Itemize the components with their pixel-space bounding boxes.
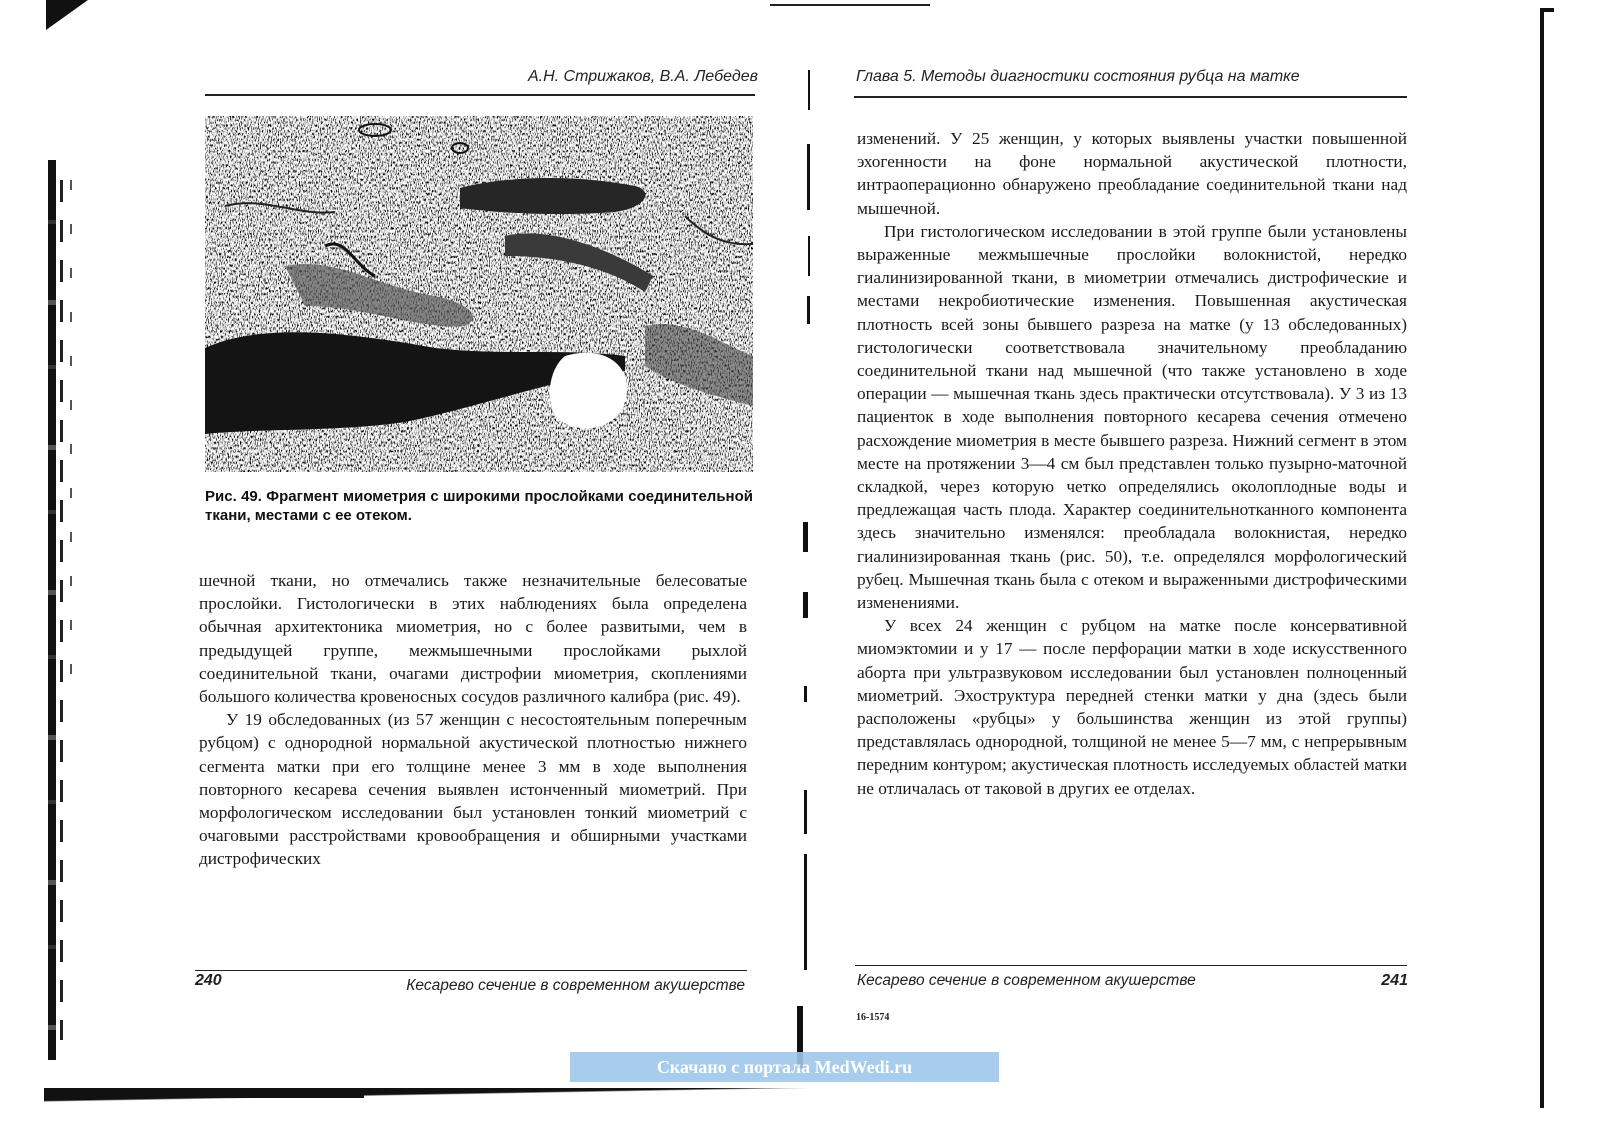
header-rule-left: [205, 94, 755, 96]
watermark-banner: Скачано с портала MedWedi.ru: [570, 1052, 999, 1082]
running-head-left: А.Н. Стрижаков, В.А. Лебедев: [527, 68, 758, 85]
paragraph: У всех 24 женщин с рубцом на матке после консервативной миомэктомии и у 17 — после перфорации матки в ходе искусственного аборта при ультразвуковом исследовании был установлен полноценный миометрий. Эхоструктура передней стенки матки у дна (здесь были расположены «рубцы» у большинства женщин из этой группы) представлялась однородной, толщиной не менее 5—7 мм, с непрерывным передним контуром; акустическая плотность исследуемых областей матки не отличалась от таковой в других ее отделах.: [857, 616, 1407, 798]
left-text-column: [199, 569, 747, 871]
gutter-mark: [804, 854, 807, 970]
page-number-left: 240: [195, 972, 222, 989]
gutter-mark: [804, 686, 807, 702]
gutter-mark: [803, 592, 808, 618]
gutter-mark: [804, 790, 807, 834]
scan-corner-artifact: [46, 0, 88, 30]
right-text-column: [857, 127, 1407, 800]
gutter-mark: [807, 296, 810, 324]
figure-caption: Рис. 49. Фрагмент миометрия с широкими прослойками соединительной ткани, местами с ее отеком.: [205, 488, 753, 524]
paragraph: У 19 обследованных (из 57 женщин с несостоятельным поперечным рубцом) с однородной нормальной акустической плотностью нижнего сегмента матки при его толщине менее 3 мм в ходе выполнения повторного кесарева сечения выявлен истонченный миометрий. При морфологическом исследовании был установлен тонкий миометрий с очаговыми расстройствами кровообращения и обширными участками дистрофических: [199, 710, 747, 869]
header-rule-right: [854, 96, 1407, 98]
scan-top-line: [770, 4, 930, 6]
scan-left-edge: [48, 160, 56, 1060]
gutter-mark: [808, 236, 810, 276]
running-head-right: Глава 5. Методы диагностики состояния рубца на матке: [856, 68, 1300, 85]
running-foot-left: Кесарево сечение в современном акушерстве: [406, 977, 745, 994]
scan-left-edge-noise: [60, 180, 63, 1040]
signature-mark: 16-1574: [856, 1012, 890, 1023]
scan-bottom-edge: [44, 1092, 364, 1098]
footer-rule-right: [855, 965, 1407, 966]
gutter-mark: [807, 144, 810, 210]
footer-rule-left: [195, 970, 747, 971]
figure-49-micrograph: [205, 116, 753, 472]
page-number-right: 241: [1381, 972, 1408, 989]
gutter-mark: [808, 70, 810, 110]
scan-right-edge: [1540, 8, 1554, 12]
running-foot-right: Кесарево сечение в современном акушерстве: [857, 972, 1196, 989]
paragraph: изменений. У 25 женщин, у которых выявлены участки повышенной эхогенности на фоне нормальной акустической плотности, интраоперационно обнаружено преобладание соединительной ткани над мышечной.: [857, 129, 1407, 218]
paragraph: При гистологическом исследовании в этой группе были установлены выраженные межмышечные прослойки волокнистой, нередко гиалинизированной ткани, в миометрии отмечались дистрофические и местами некробиотические изменения. Повышенная акустическая плотность всей зоны бывшего разреза на матке (у 13 обследованных) гистологически соответствовала значительному преобладанию соединительной ткани над мышечной (что также установлено в ходе операции — мышечная ткань здесь практически отсутствовала). У 3 из 13 пациенток в ходе выполнения повторного кесарева сечения отмечено расхождение миометрия в месте бывшего разреза. Нижний сегмент в этом месте на протяжении 3—4 см был представлен только пузырно-маточной складкой, через которую четко определялись околоплодные воды и предлежащая часть плода. Характер соединительнотканного компонента здесь значительно изменялся: преобладала волокнистая, нередко гиалинизированная ткань (рис. 50), т.е. определялся морфологический рубец. Мышечная ткань была с отеком и выраженными дистрофическими изменениями.: [857, 221, 1407, 613]
paragraph: шечной ткани, но отмечались также незначительные белесоватые прослойки. Гистологически в этих наблюдениях была определена обычная архитектоника миометрия, но с более развитыми, чем в предыдущей группе, межмышечными прослойками рыхлой соединительной ткани, очагами дистрофии миометрия, скоплениями большого количества кровеносных сосудов различного калибра (рис. 49).: [199, 571, 747, 707]
gutter-mark: [803, 522, 808, 552]
scan-left-edge-noise: [70, 180, 72, 700]
scan-right-edge: [1540, 8, 1544, 1108]
